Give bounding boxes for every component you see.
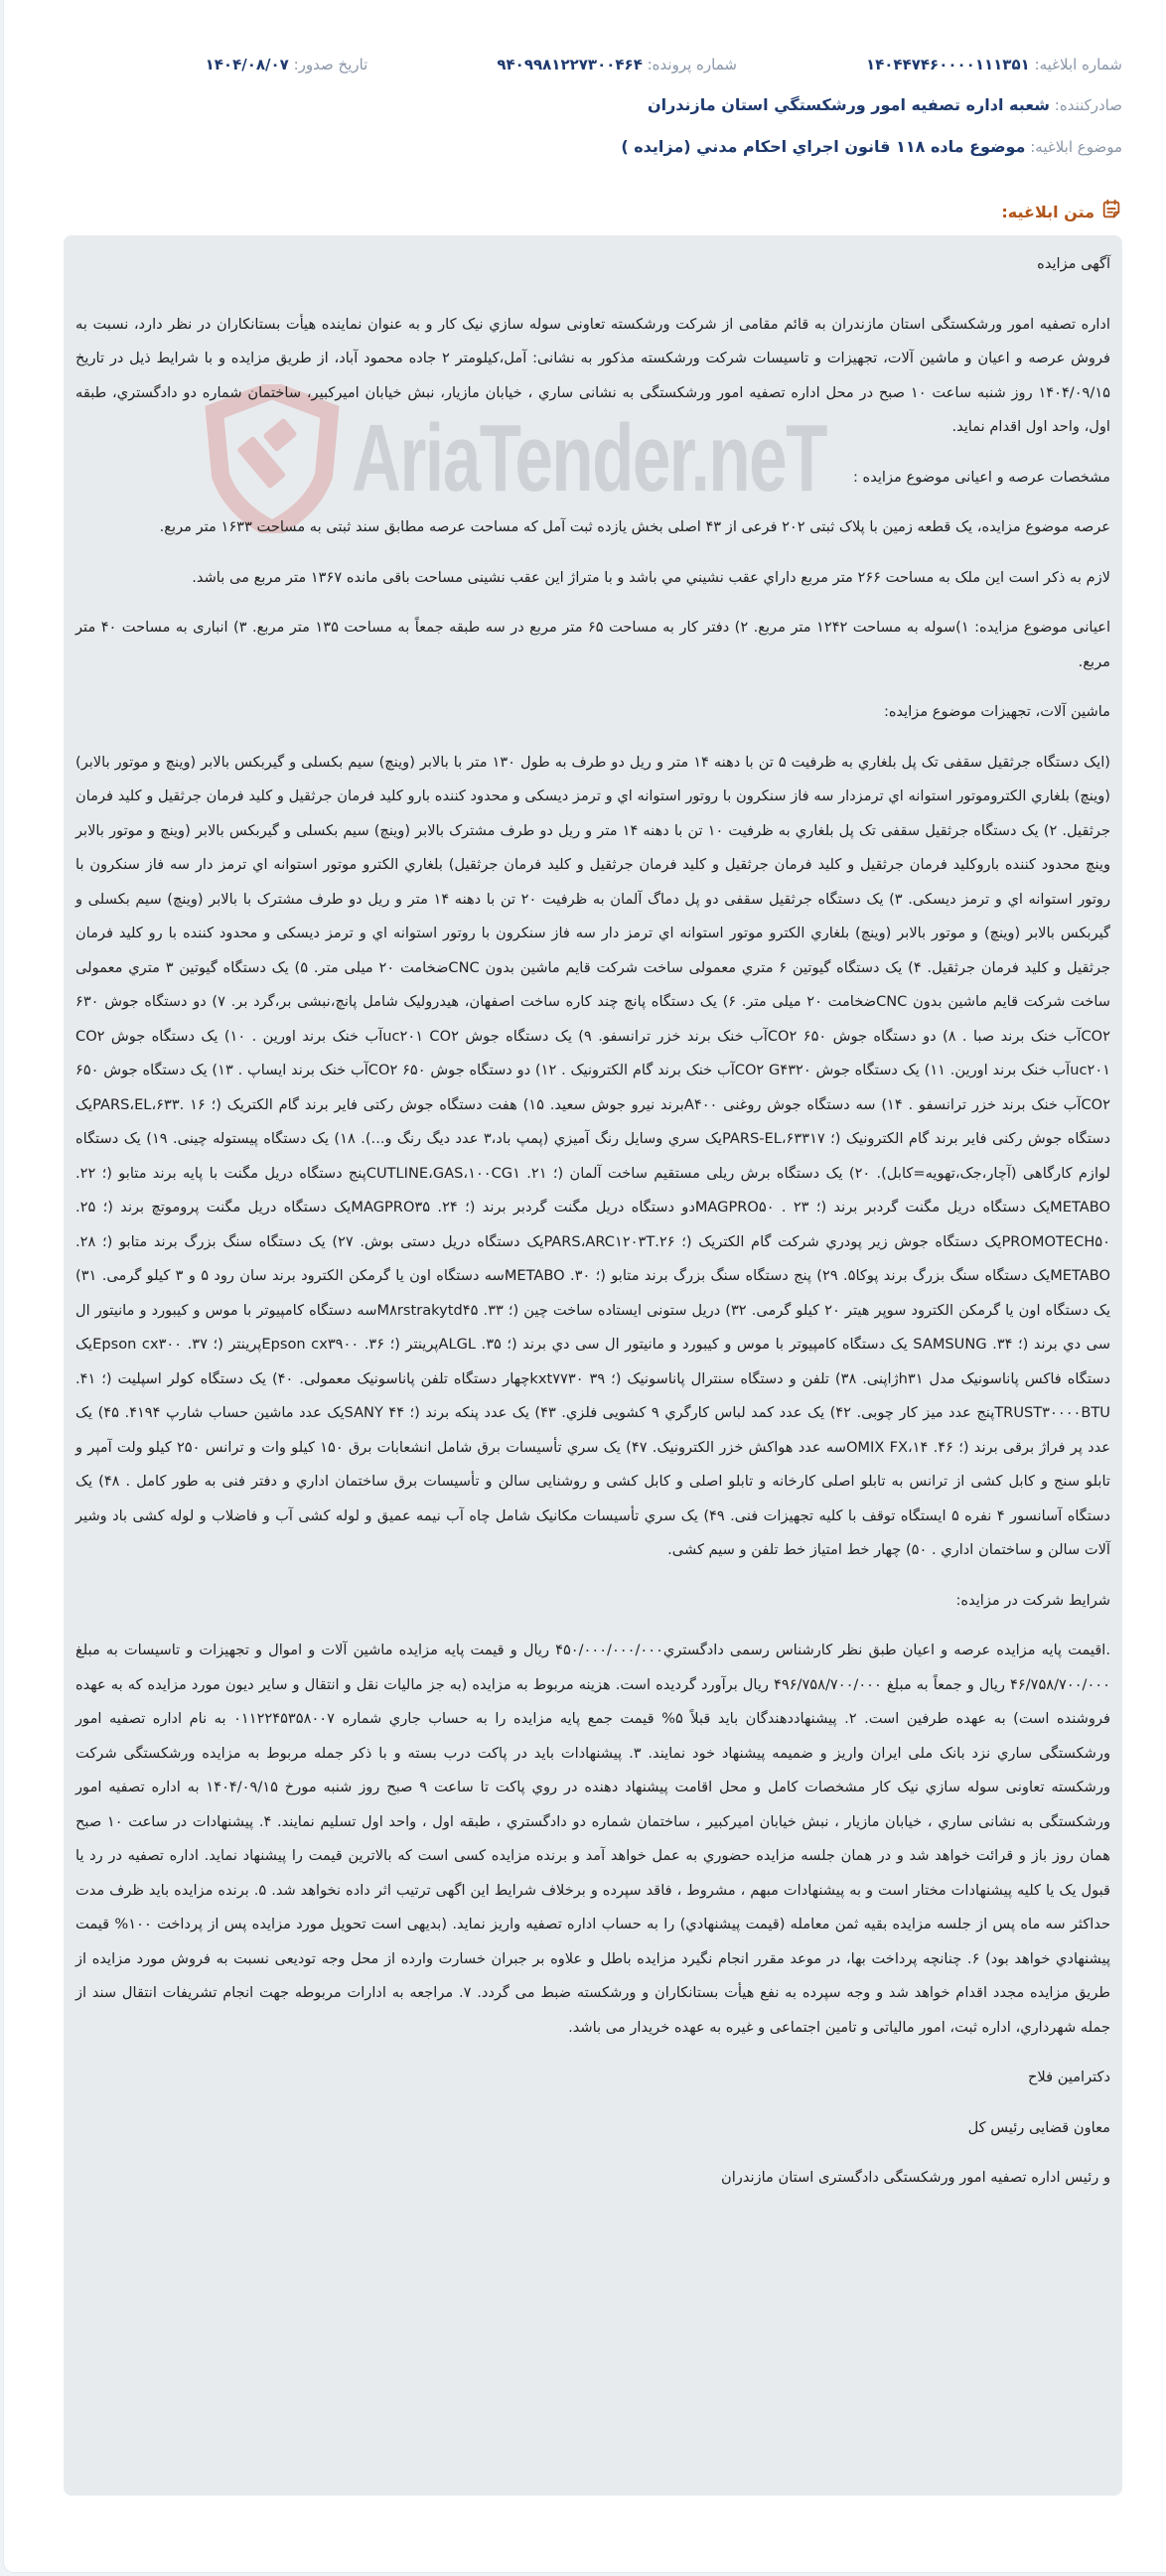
buildings-paragraph: اعیانی موضوع مزایده: ۱)سوله به مساحت ۱۲۴۲ متر مربع. ۲) دفتر کار به مساحت ۶۵ متر مربع در سه طبقه جمعاً به مساحت ۱۳۵ متر مربع. ۳) انباری به مساحت ۴۰ متر مربع. [75, 619, 1111, 670]
issue-date-value: ۱۴۰۴/۰۸/۰۷ [205, 56, 289, 73]
machinery-list: (ایک دستگاه جرثقیل سقفی تک پل بلغاري به ظرفیت ۵ تن با دهنه ۱۴ متر و ریل دو طرف به طول ۱۳۰ متر با بالابر (وینچ) سیم بکسلی و گیربکس بالابر (وینچ و موتور بالابر) (وینچ) بلغاري الکتروموتور استوانه اي ترمزدار سه فاز سنکرون با روتور استوانه اي و ترمز دیسکی و محدود کننده بارو کلید فرمان جرثقیل و کلید فرمان جرثقیل و کلید فرمان جرثقیل. ۲) یک دستگاه جرثقیل سقفی تک پل بلغاري به ظرفیت ۱۰ تن با دهنه ۱۴ متر و ریل دو طرف مشترک بالابر (وینچ) سیم بکسلی و گیربکس بالابر (وینچ و موتور بالابر وینچ محدود کننده باروکلید فرمان جرثقیل و کلید فرمان جرثقیل و کلید فرمان جرثقیل و کلید فرمان جرثقیل) بلغاري الکترو موتور استوانه اي ترمز دار سه فاز سنکرون با روتور استوانه اي و ترمز دیسکی. ۳) یک دستگاه جرثقیل سقفی دو پل دماگ آلمان به ظرفیت ۲۰ تن با دهنه ۱۴ متر و ریل دو طرف مشترک با بالابر (وینچ) سیم بکسلی و گیربکس بالابر (وینچ) و موتور بالابر (وینچ) بلغاري الکترو موتور استوانه اي ترمز دار سه فاز سنکرون با روتور استوانه اي و ترمز دیسکی و محدود کننده با رو کلید فرمان جرثقیل و کلید فرمان جرثقیل. ۴) یک دستگاه گیوتین ۶ متري معمولی ساخت شرکت قایم ماشین بدون CNCضخامت ۲۰ میلی متر. ۵) یک دستگاه گیوتین ۳ متري معمولی ساخت شرکت قایم ماشین بدون CNCضخامت ۲۰ میلی متر. ۶) یک دستگاه پانچ چند کاره ساخت اصفهان، هیدرولیک شامل پانچ،نبشی بر،گرد بر. ۷) دو دستگاه جوش ۶۳۰ CO۲آب خنک برند صبا . ۸) دو دستگاه جوش ۶۵۰ CO۲آب خنک برند خزر ترانسفو. ۹) یک دستگاه جوش uc۲۰۱ CO۲آب خنک برند اورین . ۱۰) یک دستگاه جوش CO۲ uc۲۰۱آب خنک برند اورین. ۱۱) یک دستگاه جوش CO۲ G۴۳۲۰آب خنک برند گام الکترونیک . ۱۲) دو دستگاه جوش ۶۵۰ CO۲آب خنک برند ایساپ . ۱۳) یک دستگاه جوش ۶۵۰ CO۲آب خنک برند خزر ترانسفو . ۱۴) سه دستگاه جوش روغنی A۴۰۰برند نیرو جوش سعید. ۱۵) هفت دستگاه جوش رکتی فایر برند گام الکتریک (؛ ۱۶ .PARS،EL،۶۳۳یک دستگاه جوش رکنی فایر برند گام الکترونیک (؛ PARS-EL،۶۳۳۱۷یک سري وسایل رنگ آمیزي (پمپ باد،۳ عدد دیگ رنگ و...). ۱۸) یک دستگاه پیستوله چینی. ۱۹) یک دستگاه لوازم کارگاهی (آچار،جک،تهویه=کابل). ۲۰) یک دستگاه برش ریلی مستقیم ساخت آلمان (؛ ۲۱. CUTLINE،GAS،۱۰۰CG۱پنج دستگاه دریل مگنت با پایه برند متابو (؛ ۲۲. METABOیک دستگاه دریل مگنت گردبر برند (؛ ۲۳ . MAGPRO۵۰دو دستگاه دریل مگنت گردبر برند (؛ ۲۴. MAGPRO۳۵یک دستگاه دریل مگنت پروموتچ برند (؛ ۲۵. PROMOTECH۵۰یک دستگاه جوش زیر پودري شرکت گام الکتریک (؛ ۲۶.PARS،ARC۱۲۰۳Tیک دستگاه دریل دستی بوش. ۲۷) یک دستگاه سنگ بزرگ برند متابو (؛ ۲۸. METABOیک دستگاه سنگ بزرگ برند پوکا۵. ۲۹) پنج دستگاه سنگ بزرگ برند متابو (؛ ۳۰. METABOسه دستگاه اون یا گرمکن الکترود برند سان رود ۵ و ۳ کیلو گرمی. ۳۱) یک دستگاه اون یا گرمکن الکترود سوپر هیتر ۲۰ کیلو گرمی. ۳۲) دریل ستونی ایستاده ساخت چین (؛ ۳۳. M۸rstrakytd۴۵سه دستگاه کامپیوتر با موس و کیبورد و مانیتور ال سی دي برند (؛ ۳۴. SAMSUNG یک دستگاه کامپیوتر با موس و کیبورد و مانیتور ال سی دي برند (؛ ۳۵. ALGLپرینتر (؛ ۳۶. Epson cx۳۹۰۰پرینتر (؛ ۳۷. Epson cx۳۰۰یک دستگاه فاکس پاناسونیک مدل h۳۱ژاپنی. ۳۸) تلفن و دستگاه سنترال پاناسونیک (؛ ۳۹ kxt۷۷۳۰چهار دستگاه تلفن پاناسونیک معمولی. ۴۰) یک دستگاه کولر اسپلیت (؛ ۴۱. TRUST۳۰۰۰۰BTUپنج عدد میز کار چوبی. ۴۲) یک عدد کمد لباس کارگري ۹ کشویی فلزي. ۴۳) یک عدد پنکه برند (؛ SANY ۴۴یک عدد ماشین حساب شارپ ۴۱۹۴. ۴۵) یک عدد پر فراژ برقی برند (؛ ۴۶. OMIX FX،۱۴سه عدد هواکش خزر الکترونیک. ۴۷) یک سري تأسیسات برق شامل انشعابات برق ۱۵۰ کیلو وات و ترانس ۲۵۰ کیلو ولت آمپر و تابلو سنج و کابل کشی از ترانس به تابلو اصلی کارخانه و تابلو اصلی و کابل کشی و روشنایی سالن و تأسیسات برق ساختمان اداري و دفتر فنی به طور کامل . ۴۸) یک دستگاه آسانسور ۴ نفره ۵ ایستگاه توقف با کلیه تجهیزات فنی. ۴۹) یک سري تأسیسات مکانیک شامل چاه آب نیمه عمیق و لوله کشی آب و فاضلاب و لوله کشی باد وشیر آلات سالن و ساختمان اداري . ۵۰) چهار خط امتیاز خط تلفن و سیم کشی. [75, 753, 1111, 1558]
notice-card [4, 0, 1166, 2572]
signature-title-1: معاون قضایی رئیس کل [967, 2118, 1110, 2136]
file-number-field [497, 56, 737, 73]
setback-note: لازم به ذکر است این ملک به مساحت ۲۶۶ متر مربع داراي عقب نشيني مي باشد و با متراژ این عقب نشینی مساحت باقی مانده ۱۳۶۷ متر مربع می باشد. [192, 568, 1110, 586]
signature-title-2: و رئیس اداره تصفیه امور ورشکستگی دادگستری استان مازندران [721, 2169, 1110, 2186]
conditions-heading: شرایط شرکت در مزایده: [955, 1591, 1110, 1609]
conditions-paragraph: .اقیمت پایه مزایده عرصه و اعیان طبق نظر کارشناس رسمی دادگستري۴۵۰/۰۰۰/۰۰۰/۰۰۰ ریال و قیمت پایه مزایده ماشین آلات و اموال و تجهیزات و تاسیسات به مبلغ ۴۶/۷۵۸/۷۰۰/۰۰۰ ریال و جمعاً به مبلغ ۴۹۶/۷۵۸/۷۰۰/۰۰۰ ریال برآورد گردیده است. هزینه مربوط به مزایده (به جز مالیات نقل و انتقال و سایر دیون مورد مزایده که به عهده فروشنده است) به عهده طرفین است. ۲. پیشنهاددهندگان باید قبلاً ۵% قیمت جمع پایه مزایده را به حساب جاري شماره ۰۱۱۲۲۴۵۳۵۸۰۰۷ به نام اداره تصفیه امور ورشکستگی ساري نزد بانک ملی ایران واریز و ضمیمه پیشنهاد خود نمایند. ۳. پیشنهادات باید در پاکت درب بسته و با ذکر جمله مربوط به مزایده ورشکستگی شرکت ورشکسته تعاونی سوله سازي نیک کار مشخصات کامل و محل اقامت پیشنهاد دهنده در روي پاکت تا ساعت ۹ صبح روز شنبه مورخ ۱۴۰۴/۰۹/۱۵ به اداره تصفیه امور ورشکستگی به نشانی ساري ، خیابان مازیار ، نبش خیابان امیرکبیر ، ساختمان شماره دو دادگستري ، طبقه اول ، واحد اول تسلیم نمایند. ۴. پیشنهادات در ساعت ۱۰ صبح همان روز باز و قرائت خواهد شد و در همان جلسه مزایده حضوري به عمل خواهد آمد و برنده مزایده کسی است که بالاترین قیمت را پیشنهاد نماید. اداره تصفیه در رد یا قبول یک یا کلیه پیشنهادات مختار است و به پیشنهادات مبهم ، مشروط ، فاقد سپرده و برخلاف شرایط این اگهی ترتیب اثر داده نخواهد شد. ۵. برنده مزایده باید ظرف مدت حداکثر سه ماه پس از جلسه مزایده بقیه ثمن معامله (قیمت پیشنهادي) را به حساب اداره تصفیه واریز نماید. (بدیهی است تحویل مورد مزایده پس از پرداخت ۱۰۰% قیمت پیشنهادي خواهد بود) ۶. چنانچه پرداخت بها، در موعد مقرر انجام نگیرد مزایده باطل و علاوه بر جبران خسارت وارده از محل وجه تودیعی نسبت به فروش مورد مزایده از طریق مزایده مجدد اقدام خواهد شد و وجه سپرده به نفع هیأت بستانکاران و ورشکسته ضبط می گردد. ۷. مراجعه به ادارات مربوطه جهت انجام تشریفات انتقال سند از جمله شهرداري، اداره ثبت، امور مالیاتی و تامین اجتماعی و غیره به عهده خریدار می باشد. [75, 1642, 1111, 2036]
machinery-heading: ماشین آلات، تجهیزات موضوع مزایده: [883, 703, 1110, 720]
issuer-field [648, 95, 1122, 114]
intro-paragraph: اداره تصفیه امور ورشکستگی استان مازندران به قائم مقامی از شرکت ورشکسته تعاونی سوله سازي نیک کار و به عنوان نماینده هیأت بستانکاران در نظر دارد، نسبت به فروش عرصه و اعیان و ماشین آلات، تجهیزات و تاسیسات شرکت ورشکسته مذکور به نشانی: آمل،کیلومتر ۲ جاده محمود آباد، از طریق مزایده و با شرایط ذیل در تاریخ ۱۴۰۴/۰۹/۱۵ روز شنبه ساعت ۱۰ صبح در محل اداره تصفیه امور ورشکستگی به نشانی ساري ، خیابان مازیار، نبش خیابان امیرکبیر، ساختمان شماره دو دادگستري، طبقه اول، واحد اول اقدام نماید. [75, 315, 1110, 435]
file-number-label: شماره پرونده: [647, 56, 737, 73]
land-heading: مشخصات عرصه و اعیانی موضوع مزایده : [853, 468, 1110, 486]
notice-body [64, 235, 1122, 2496]
subject-value: موضوع ماده ۱۱۸ قانون اجراي احکام مدني (مزايده ) [621, 137, 1026, 156]
issue-date-label: تاریخ صدور: [293, 56, 368, 73]
file-number-value: ۹۴۰۹۹۸۱۲۲۷۳۰۰۴۶۴ [497, 56, 643, 73]
signature-name: دکترامین فلاح [1027, 2069, 1110, 2085]
issue-date-field [206, 56, 368, 73]
notice-text-heading [1001, 199, 1122, 224]
notice-text-title: متن ابلاغیه: [1001, 202, 1094, 221]
notice-number-label: شماره ابلاغیه: [1034, 56, 1122, 73]
notice-meta-row [54, 56, 1122, 73]
notice-number-value: ۱۴۰۴۴۷۴۶۰۰۰۰۱۱۱۳۵۱ [865, 56, 1030, 73]
notepad-icon [1094, 199, 1122, 224]
auction-title: آگهی مزایده [1037, 255, 1110, 272]
watermark-text: AriaTender.neT [352, 405, 826, 511]
land-description: عرصه موضوع مزایده، یک قطعه زمین با پلاک ثبتی ۲۰۲ فرعی از ۴۳ اصلی بخش یازده ثبت آمل که مساحت عرصه مطابق سند ثبتی به مساحت ۱۶۳۳ متر مربع. [159, 518, 1110, 535]
notice-content [64, 235, 1122, 2196]
issuer-value: شعبه اداره تصفیه امور ورشکستگي استان مازندران [647, 95, 1050, 114]
subject-field [621, 137, 1122, 156]
subject-label: موضوع ابلاغیه: [1030, 138, 1122, 156]
issuer-label: صادرکننده: [1054, 96, 1122, 114]
notice-number-field [866, 56, 1122, 73]
